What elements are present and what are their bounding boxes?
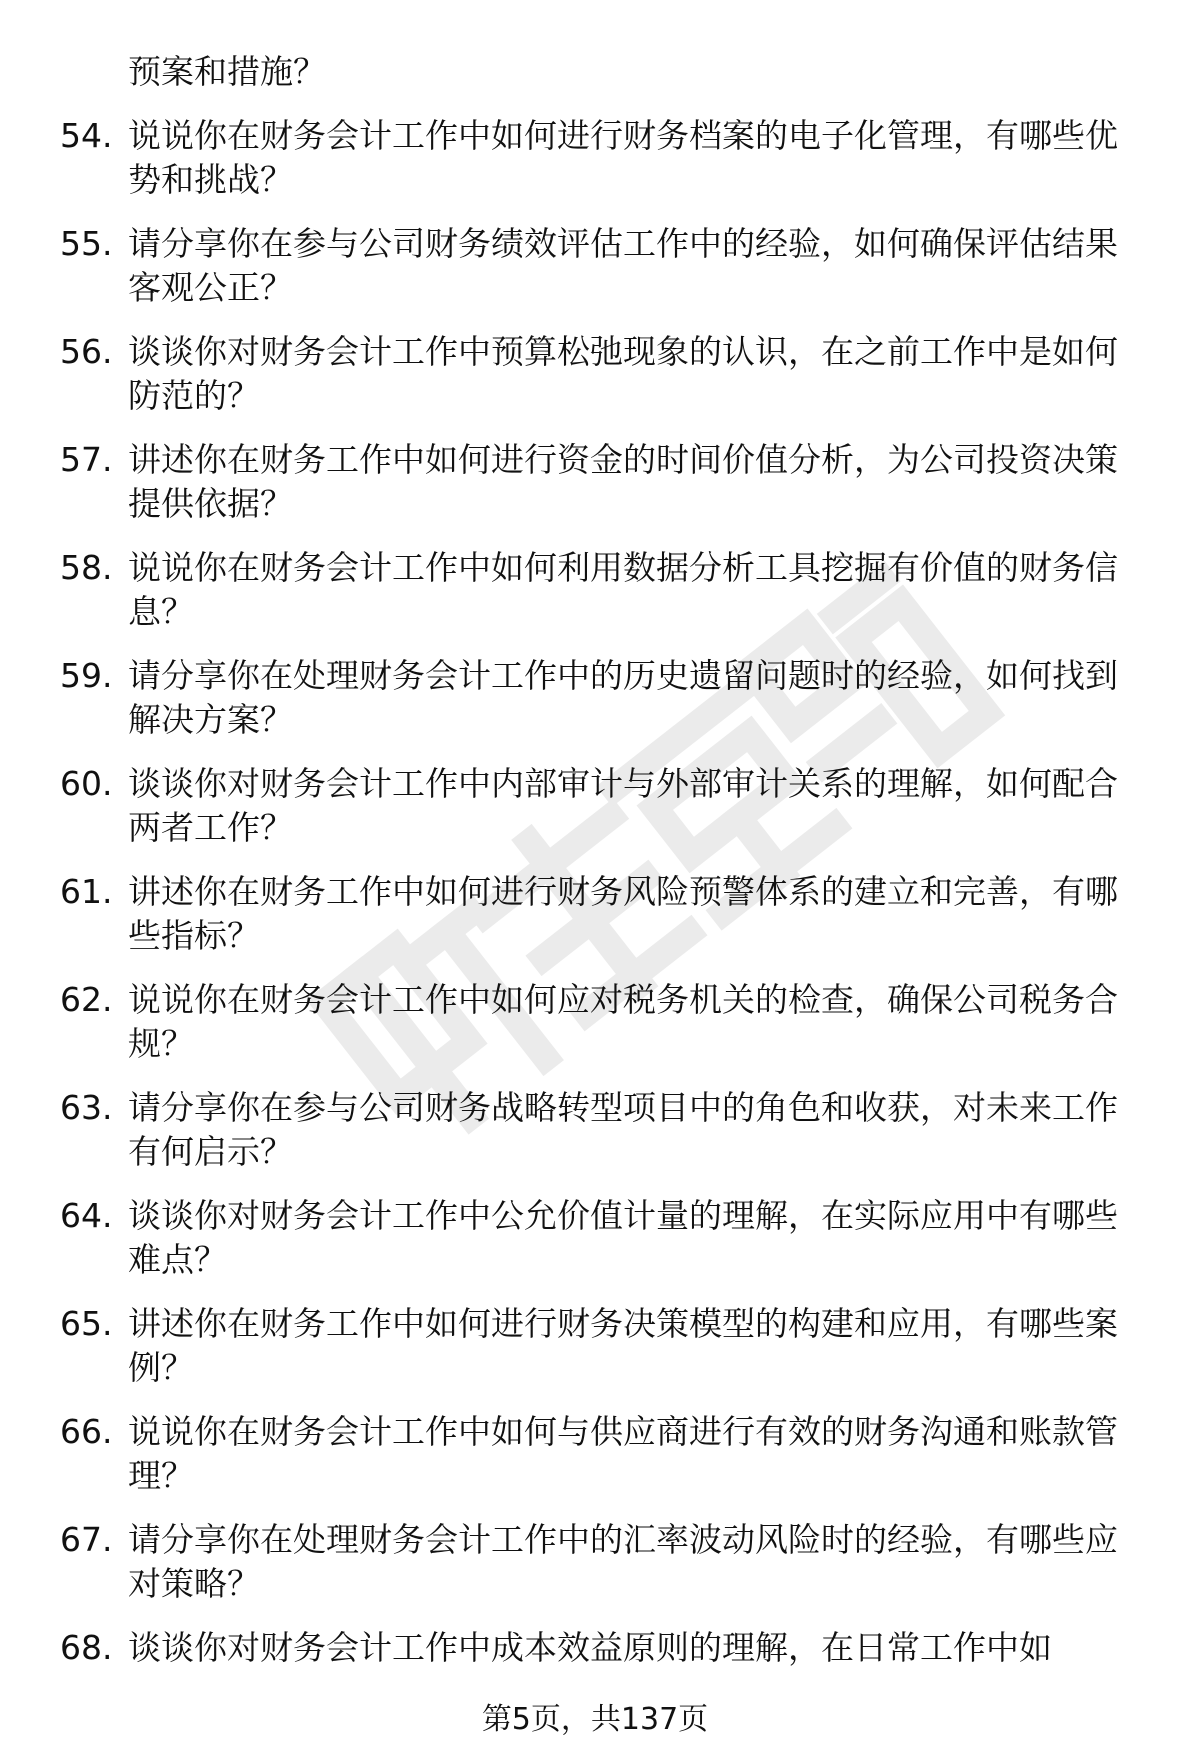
question-item xyxy=(60,222,1150,310)
question-list xyxy=(60,50,1150,1690)
question-text: 谈谈你对财务会计工作中公允价值计量的理解，在实际应用中有哪些难点？ xyxy=(128,1196,1118,1279)
question-number: 66. xyxy=(60,1412,113,1451)
question-item xyxy=(60,1518,1150,1606)
question-item xyxy=(60,330,1150,418)
question-text: 请分享你在处理财务会计工作中的历史遗留问题时的经验，如何找到解决方案？ xyxy=(128,656,1118,739)
question-text: 谈谈你对财务会计工作中成本效益原则的理解，在日常工作中如 xyxy=(128,1628,1052,1667)
question-number: 62. xyxy=(60,980,113,1019)
question-item xyxy=(60,1626,1150,1670)
question-text: 讲述你在财务工作中如何进行资金的时间价值分析，为公司投资决策提供依据？ xyxy=(128,440,1118,523)
question-number: 55. xyxy=(60,224,113,263)
question-text: 请分享你在处理财务会计工作中的汇率波动风险时的经验，有哪些应对策略？ xyxy=(128,1520,1118,1603)
question-number: 57. xyxy=(60,440,113,479)
question-item xyxy=(60,1194,1150,1282)
question-text: 请分享你在参与公司财务绩效评估工作中的经验，如何确保评估结果客观公正？ xyxy=(128,224,1118,307)
question-number: 60. xyxy=(60,764,113,803)
question-continuation: 预案和措施？ xyxy=(128,52,326,91)
page-footer: 第5页，共137页 xyxy=(481,1702,709,1737)
question-text: 讲述你在财务工作中如何进行财务决策模型的构建和应用，有哪些案例？ xyxy=(128,1304,1118,1387)
question-number: 63. xyxy=(60,1088,113,1127)
question-number: 68. xyxy=(60,1628,113,1667)
question-number: 61. xyxy=(60,872,113,911)
question-text: 说说你在财务会计工作中如何利用数据分析工具挖掘有价值的财务信息？ xyxy=(128,548,1118,631)
question-item xyxy=(60,438,1150,526)
question-text: 讲述你在财务工作中如何进行财务风险预警体系的建立和完善，有哪些指标？ xyxy=(128,872,1118,955)
question-text: 谈谈你对财务会计工作中预算松弛现象的认识，在之前工作中是如何防范的？ xyxy=(128,332,1118,415)
question-item xyxy=(60,546,1150,634)
question-text: 谈谈你对财务会计工作中内部审计与外部审计关系的理解，如何配合两者工作？ xyxy=(128,764,1118,847)
question-number: 67. xyxy=(60,1520,113,1559)
question-text: 说说你在财务会计工作中如何与供应商进行有效的财务沟通和账款管理？ xyxy=(128,1412,1118,1495)
question-item xyxy=(60,114,1150,202)
question-item xyxy=(60,762,1150,850)
question-item xyxy=(60,978,1150,1066)
question-number: 58. xyxy=(60,548,113,587)
question-text: 说说你在财务会计工作中如何应对税务机关的检查，确保公司税务合规？ xyxy=(128,980,1118,1063)
question-number: 56. xyxy=(60,332,113,371)
question-number: 54. xyxy=(60,116,113,155)
question-item xyxy=(60,654,1150,742)
question-number: 59. xyxy=(60,656,113,695)
question-number: 65. xyxy=(60,1304,113,1343)
question-text: 请分享你在参与公司财务战略转型项目中的角色和收获，对未来工作有何启示？ xyxy=(128,1088,1118,1171)
question-item xyxy=(60,1086,1150,1174)
question-text: 说说你在财务会计工作中如何进行财务档案的电子化管理，有哪些优势和挑战？ xyxy=(128,116,1118,199)
question-item xyxy=(60,1410,1150,1498)
question-number: 64. xyxy=(60,1196,113,1235)
question-item xyxy=(60,1302,1150,1390)
question-item xyxy=(60,870,1150,958)
